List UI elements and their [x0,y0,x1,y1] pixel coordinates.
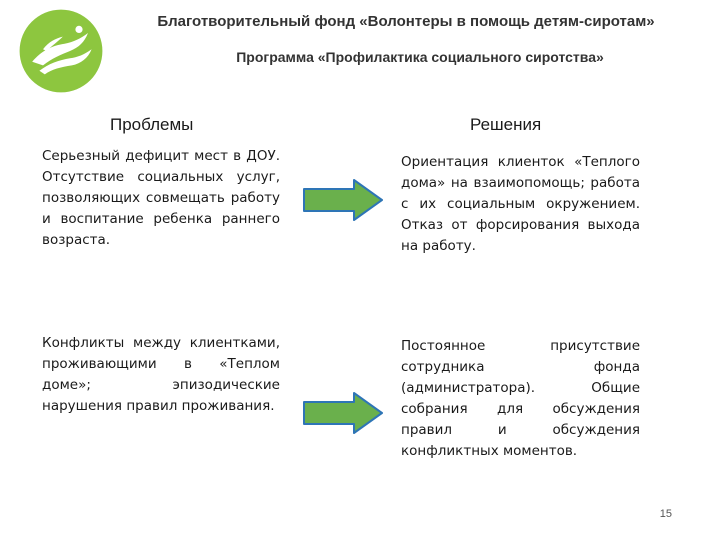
arrow-right-icon [302,178,384,222]
problem-text-1: Серьезный дефицит мест в ДОУ. Отсутствие социальных услуг, позволяющих совмещать работу и воспитание ребенка раннего возраста. [42,148,280,248]
problem-text-2: Конфликты между клиентками, проживающими в «Теплом доме»; эпизодические нарушения правил проживания. [42,335,280,414]
solution-text-2: Постоянное присутствие сотрудника фонда (администратора). Общие собрания для обсуждения правил и обсуждения конфликтных моментов. [401,338,640,459]
hands-logo-icon [16,6,106,96]
page-number: 15 [659,508,672,520]
page-title: Благотворительный фонд «Волонтеры в помощь детям-сиротам» [157,13,655,30]
solutions-heading: Решения [470,115,542,134]
page-subtitle: Программа «Профилактика социального сиротства» [236,49,604,65]
problems-heading: Проблемы [110,115,194,134]
arrow-right-icon [302,391,384,435]
solution-text-1: Ориентация клиенток «Теплого дома» на взаимопомощь; работа с их социальным окружением. Отказ от форсирования выхода на работу. [401,154,640,254]
